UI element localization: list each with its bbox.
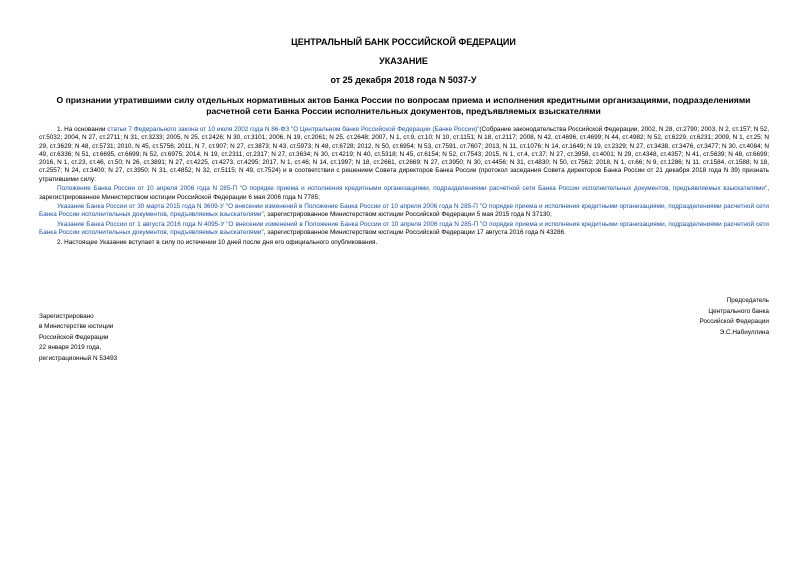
list-item-text: , зарегистрированное Министерством юстиции Российской Федерации 5 мая 2015 года N 37130; (263, 211, 552, 219)
registration-number: регистрационный N 53493 (39, 354, 118, 362)
signature-block (700, 296, 770, 338)
list-item (39, 203, 769, 220)
registration-line: 22 января 2019 года, (39, 344, 102, 352)
repealed-act-link-2[interactable]: Указание Банка России от 30 марта 2015 года N 3609-У "О внесении изменений в Положение Банка России от 10 апреля 2006 года N 285-П "О порядке приема и исполнения кредитными организациями, подразделениями расчетной сети Банка России исполнительных документов, предъявляемых взыскателями" (39, 203, 769, 219)
document-title: О признании утратившими силу отдельных нормативных актов Банка России по вопросам приема и исполнения кредитными организациями, подразделениями расчетной сети Банка России исполнительных документов, предъявляемых взыскателями (56, 95, 751, 116)
document-date-number: от 25 декабря 2018 года N 5037-У (330, 75, 477, 85)
list-item-text: , зарегистрированное Министерством юстиции Российской Федерации 17 августа 2016 года N 43286. (263, 229, 566, 237)
signature-line: Центрального банка (708, 307, 769, 315)
signature-name: Э.С.Набиуллина (719, 328, 769, 336)
paragraph-1-prefix: 1. На основании (57, 126, 108, 133)
document-type-heading: УКАЗАНИЕ (379, 56, 428, 66)
list-item (39, 221, 769, 238)
repealed-act-link-3[interactable]: Указание Банка России от 1 августа 2016 года N 4095-У "О внесении изменений в Положение Банка России от 10 апреля 2006 года N 285-П "О порядке приема и исполнения кредитными организациями, подразделениями расчетной сети Банка России исполнительных документов, предъявляемых взыскателями" (39, 220, 769, 237)
paragraph-2: 2. Настоящее Указание вступает в силу по истечении 10 дней после дня его официального опубликования. (57, 238, 378, 246)
paragraph-1 (39, 126, 769, 184)
issuer-heading: ЦЕНТРАЛЬНЫЙ БАНК РОССИЙСКОЙ ФЕДЕРАЦИИ (291, 37, 516, 47)
registration-line: в Министерстве юстиции (39, 323, 114, 331)
repealed-act-link-1[interactable]: Положение Банка России от 10 апреля 2006 года N 285-П "О порядке приема и исполнения кредитными организациями, подразделениями расчетной сети Банка России исполнительных документов, предъявляемых взыскателями" (57, 185, 768, 193)
document-body (39, 126, 769, 248)
list-item-text: , зарегистрированное Министерством юстиции Российской Федерации 6 мая 2006 года N 7785; (39, 185, 769, 201)
list-item (39, 185, 769, 202)
signature-line: Российской Федерации (699, 318, 769, 325)
registration-line: Зарегистрировано (39, 313, 94, 320)
paragraph-1-text: (Собрание законодательства Российской Федерации, 2002, N 28, ст.2790; 2003, N 2, ст.157; N 52, ст.5032; 2004, N 27, ст.2711; N 31, ст.3233; 2005, N 25, ст.2426; N 30, ст.3101; 2006, N 19, ст.2061; N 25, ст.2648; 2007, N 1, ст.9, ст.10; N 10, ст.1151; N 18, ст.2117; 2008, N 42, ст.4696, ст.4699; N 44, ст.4982; N 52, ст.6229, ст.6231; 2009, N 1, ст.25; N 29, ст.3629; N 48, ст.5731; 2010, N 45, ст.5756; 2011, N 7, ст.907; N 27, ст.3873; N 43, ст.5973; N 48, ст.6728; 2012, N 50, ст.6954; N 53, ст.7591, ст.7607; 2013, N 11, ст.1076; N 14, ст.1649; N 19, ст.2329; N 27, ст.3438, ст.3476, ст.3477; N 30, ст.4084; N 49, ст.6336; N 51, ст.6695, ст.6699; N 52, ст.6975; 2014, N 19, ст.2311, ст.2317; N 27, ст.3634; N 30, ст.4219; N 40, ст.5318; N 45, ст.6154; N 52, ст.7543; 2015, N 1, ст.4, ст.37; N 27, ст.3958, ст.4001; N 29, ст.4348, ст.4357; N 41, ст.5639; N 48, ст.6699; 2016, N 1, ст.23, ст.46, ст.50; N 26, ст.3891; N 27, ст.4225, ст.4273, ст.4295; 2017, N 1, ст.46; N 14, ст.1997; N 18, ст.2661, ст.2669; N 27, ст.3950; N 30, ст.4456; N 31, ст.4830; N 50, ст.7562; 2018, N 1, ст.66; N 9, ст.1286; N 11, ст.1584, ст.1588; N 18, ст.2557; N 24, ст.3400; N 27, ст.3950; N 31, ст.4852; N 32, ст.5115; N 49, ст.7524) и в соответствии с решением Совета директоров Банка России (протокол заседания Совета директоров Банка России от 21 декабря 2018 года N 39) признать утратившими силу: (39, 126, 769, 183)
registration-block (39, 312, 117, 364)
signature-line: Председатель (726, 297, 769, 304)
registration-line: Российской Федерации (39, 333, 109, 341)
law-link[interactable]: статьи 7 Федерального закона от 10 июля 2002 года N 86-ФЗ "О Центральном банке Российской Федерации (Банке России)" (107, 126, 480, 133)
